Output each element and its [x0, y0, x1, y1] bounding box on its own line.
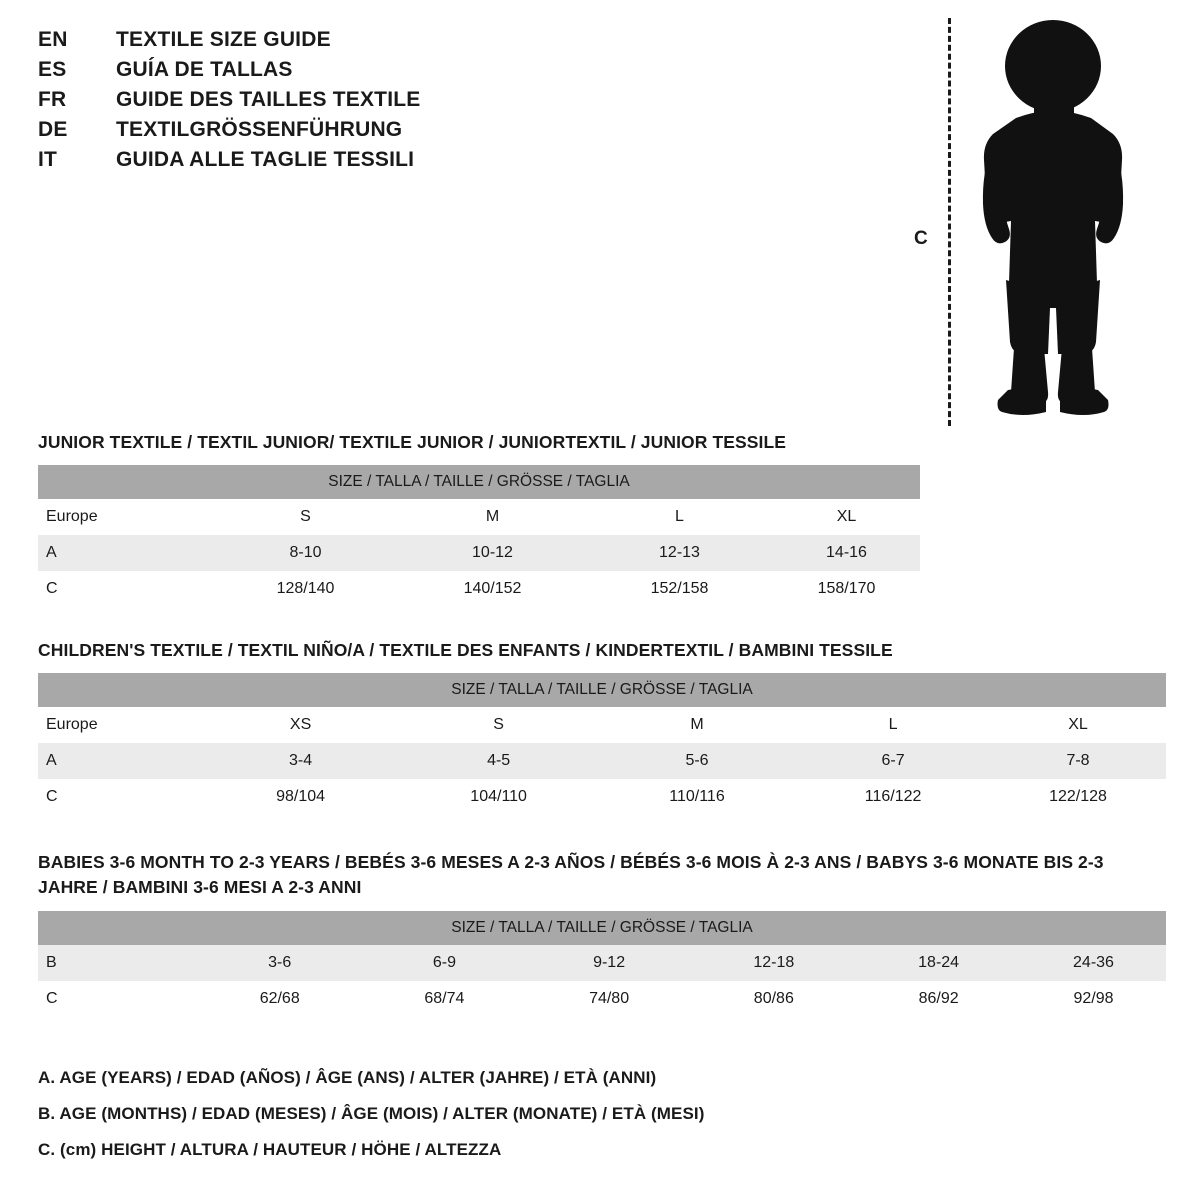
cell: S — [399, 707, 597, 743]
measure-dashed-line — [948, 18, 951, 426]
language-title: GUIDA ALLE TAGLIE TESSILI — [116, 148, 415, 171]
banner-label: SIZE / TALLA / TAILLE / GRÖSSE / TAGLIA — [38, 673, 1166, 707]
cell: L — [796, 707, 990, 743]
table-row — [38, 779, 1166, 815]
row-label: A — [38, 743, 202, 779]
language-title: GUIDE DES TAILLES TEXTILE — [116, 88, 421, 111]
cell: 18-24 — [856, 945, 1021, 981]
section-heading: CHILDREN'S TEXTILE / TEXTIL NIÑO/A / TEXTILE DES ENFANTS / KINDERTEXTIL / BAMBINI TESSILE — [38, 640, 893, 660]
cell: 12-13 — [586, 535, 773, 571]
row-label: C — [38, 779, 202, 815]
cell: 140/152 — [399, 571, 586, 607]
section-heading: BABIES 3-6 MONTH TO 2-3 YEARS / BEBÉS 3-6 MESES A 2-3 AÑOS / BÉBÉS 3-6 MOIS À 2-3 ANS / BABYS 3-6 MONATE BIS 2-3 JAHRE / BAMBINI 3-6 MESI A 2-3 ANNI — [38, 852, 1104, 898]
table-banner-row — [38, 465, 920, 499]
language-row — [38, 88, 598, 112]
cell: 4-5 — [399, 743, 597, 779]
language-row — [38, 28, 598, 52]
table-row — [38, 535, 920, 571]
section-children-textile — [38, 638, 1166, 815]
language-title: TEXTILGRÖSSENFÜHRUNG — [116, 118, 403, 141]
cell: 9-12 — [527, 945, 692, 981]
cell: XL — [773, 499, 920, 535]
language-code: DE — [38, 118, 68, 141]
cell: XL — [990, 707, 1166, 743]
language-code: FR — [38, 88, 67, 111]
children-size-table — [38, 673, 1166, 815]
row-label: C — [38, 571, 212, 607]
cell: 8-10 — [212, 535, 399, 571]
babies-size-table — [38, 911, 1166, 1017]
cell: 116/122 — [796, 779, 990, 815]
table-row — [38, 499, 920, 535]
table-row — [38, 707, 1166, 743]
cell: 6-9 — [362, 945, 527, 981]
language-row — [38, 58, 598, 82]
row-label: C — [38, 981, 197, 1017]
footnote-age-years: A. AGE (YEARS) / EDAD (AÑOS) / ÂGE (ANS) / ALTER (JAHRE) / ETÀ (ANNI) — [38, 1068, 657, 1087]
table-row — [38, 571, 920, 607]
banner-label: SIZE / TALLA / TAILLE / GRÖSSE / TAGLIA — [38, 465, 920, 499]
cell: 80/86 — [691, 981, 856, 1017]
table-row — [38, 981, 1166, 1017]
footnote-age-months: B. AGE (MONTHS) / EDAD (MESES) / ÂGE (MOIS) / ALTER (MONATE) / ETÀ (MESI) — [38, 1104, 705, 1123]
cell: 3-6 — [197, 945, 362, 981]
cell: 92/98 — [1021, 981, 1166, 1017]
cell: L — [586, 499, 773, 535]
cell: 104/110 — [399, 779, 597, 815]
cell: 68/74 — [362, 981, 527, 1017]
cell: 128/140 — [212, 571, 399, 607]
cell: 24-36 — [1021, 945, 1166, 981]
footnotes-block — [38, 1068, 1138, 1176]
cell: 158/170 — [773, 571, 920, 607]
cell: 86/92 — [856, 981, 1021, 1017]
section-junior-textile — [38, 430, 1166, 607]
language-code: EN — [38, 28, 68, 51]
table-row — [38, 743, 1166, 779]
language-title: TEXTILE SIZE GUIDE — [116, 28, 331, 51]
cell: 98/104 — [202, 779, 400, 815]
language-row — [38, 118, 598, 142]
section-heading: JUNIOR TEXTILE / TEXTIL JUNIOR/ TEXTILE JUNIOR / JUNIORTEXTIL / JUNIOR TESSILE — [38, 432, 787, 452]
banner-label: SIZE / TALLA / TAILLE / GRÖSSE / TAGLIA — [38, 911, 1166, 945]
cell: 110/116 — [598, 779, 796, 815]
cell: 14-16 — [773, 535, 920, 571]
language-title-block — [38, 28, 598, 178]
row-label: Europe — [38, 707, 202, 743]
cell: S — [212, 499, 399, 535]
cell: M — [598, 707, 796, 743]
junior-size-table — [38, 465, 920, 607]
cell: 7-8 — [990, 743, 1166, 779]
language-code: ES — [38, 58, 67, 81]
language-code: IT — [38, 148, 58, 171]
table-row — [38, 945, 1166, 981]
cell: 3-4 — [202, 743, 400, 779]
child-silhouette-icon — [956, 18, 1146, 428]
cell: 152/158 — [586, 571, 773, 607]
section-babies-textile — [38, 850, 1166, 1017]
cell: XS — [202, 707, 400, 743]
language-title: GUÍA DE TALLAS — [116, 58, 293, 81]
row-label: B — [38, 945, 197, 981]
table-banner-row — [38, 911, 1166, 945]
row-label: Europe — [38, 499, 212, 535]
language-row — [38, 148, 598, 172]
row-label: A — [38, 535, 212, 571]
height-measure-label: C — [914, 228, 928, 249]
cell: 122/128 — [990, 779, 1166, 815]
cell: M — [399, 499, 586, 535]
cell: 62/68 — [197, 981, 362, 1017]
cell: 6-7 — [796, 743, 990, 779]
table-banner-row — [38, 673, 1166, 707]
cell: 12-18 — [691, 945, 856, 981]
cell: 10-12 — [399, 535, 586, 571]
height-measure-figure — [900, 10, 1160, 430]
cell: 74/80 — [527, 981, 692, 1017]
footnote-height: C. (cm) HEIGHT / ALTURA / HAUTEUR / HÖHE / ALTEZZA — [38, 1140, 502, 1159]
cell: 5-6 — [598, 743, 796, 779]
